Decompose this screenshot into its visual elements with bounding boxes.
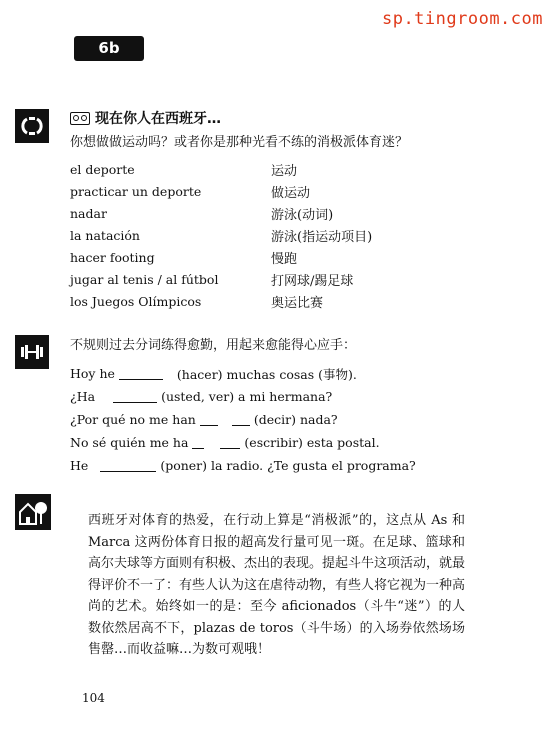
answer-blank[interactable] bbox=[200, 414, 218, 426]
answer-blank[interactable] bbox=[232, 414, 250, 426]
unit-label: 6b bbox=[74, 36, 144, 61]
exercise-item bbox=[70, 408, 520, 431]
exercise-text: (hacer) muchas cosas (事物). bbox=[176, 366, 357, 382]
vocab-zh: 做运动 bbox=[271, 185, 311, 201]
vocab-row bbox=[70, 290, 510, 312]
exercise-text: (decir) nada? bbox=[253, 412, 338, 427]
vocab-row bbox=[70, 202, 510, 224]
vocab-zh: 游泳(动词) bbox=[271, 207, 334, 223]
exercise-text: (poner) la radio. ¿Te gusta el programa? bbox=[160, 458, 416, 473]
answer-blank[interactable] bbox=[113, 391, 157, 403]
vocab-row bbox=[70, 158, 510, 180]
vocab-es: jugar al tenis / al fútbol bbox=[70, 271, 219, 287]
vocab-list bbox=[70, 158, 510, 312]
exercise-item bbox=[70, 385, 520, 408]
answer-blank[interactable] bbox=[100, 460, 156, 472]
exercise-text: (usted, ver) a mi hermana? bbox=[161, 389, 333, 404]
vocab-es: el deporte bbox=[70, 161, 135, 177]
vocab-es: practicar un deporte bbox=[70, 183, 202, 199]
vocab-es: nadar bbox=[70, 205, 107, 221]
answer-blank[interactable] bbox=[220, 437, 240, 449]
section1-header bbox=[70, 108, 221, 128]
section1-subtitle: 你想做做运动吗？或者你是那种光看不练的消极派体育迷？ bbox=[70, 135, 409, 150]
listening-section-icon bbox=[15, 109, 49, 143]
vocab-zh: 奥运比赛 bbox=[271, 295, 324, 311]
dumbbell-icon bbox=[15, 335, 49, 369]
culture-note bbox=[88, 510, 465, 661]
vocab-row bbox=[70, 268, 510, 290]
exercise-text: ¿Ha bbox=[70, 389, 96, 404]
answer-blank[interactable] bbox=[119, 368, 163, 380]
vocab-es: la natación bbox=[70, 227, 140, 243]
culture-text: 西班牙对体育的热爱，在行动上算是“消极派”的，这点从 As 和 Marca 这两份体育日报的超高发行量可见一斑。在足球、篮球和高尔夫球等方面则有积极、杰出的表现。提起斗牛这项活动，就最得评价不一了：有些人认为这在虐待动物，有些人将它视为一种高尚的艺术。始终如一的是：至今 aficionados（斗牛“迷”）的人数依然居高不下，plazas de toros（斗牛场）的入场券依然场场售罄…而收益嘛…为数可观哦！ bbox=[88, 513, 466, 657]
cassette-tape-icon bbox=[70, 112, 90, 125]
vocab-zh: 打网球/踢足球 bbox=[271, 273, 354, 289]
exercise-item bbox=[70, 454, 520, 477]
exercise-instruction: 不规则过去分词练得愈勤，用起来愈能得心应手： bbox=[70, 338, 357, 353]
answer-blank[interactable] bbox=[192, 437, 204, 449]
exercise-text: Hoy he bbox=[70, 366, 115, 381]
vocab-es: hacer footing bbox=[70, 249, 155, 265]
vocab-es: los Juegos Olímpicos bbox=[70, 293, 202, 309]
watermark: sp.tingroom.com bbox=[381, 9, 543, 29]
exercise-text: He bbox=[70, 458, 89, 473]
vocab-zh: 慢跑 bbox=[271, 251, 298, 267]
vocab-row bbox=[70, 180, 510, 202]
section1-title: 现在你人在西班牙… bbox=[95, 111, 221, 127]
vocab-zh: 运动 bbox=[271, 163, 298, 179]
exercise-item bbox=[70, 431, 520, 454]
vocab-row bbox=[70, 224, 510, 246]
vocab-row bbox=[70, 246, 510, 268]
exercise-text: No sé quién me ha bbox=[70, 435, 189, 450]
culture-house-tree-icon bbox=[15, 494, 51, 530]
exercise-text: ¿Por qué no me han bbox=[70, 412, 196, 427]
exercise-text: (escribir) esta postal. bbox=[244, 435, 380, 450]
page-number: 104 bbox=[82, 691, 105, 705]
vocab-zh: 游泳(指运动项目) bbox=[271, 229, 373, 245]
exercise-list bbox=[70, 362, 520, 477]
exercise-item bbox=[70, 362, 520, 385]
